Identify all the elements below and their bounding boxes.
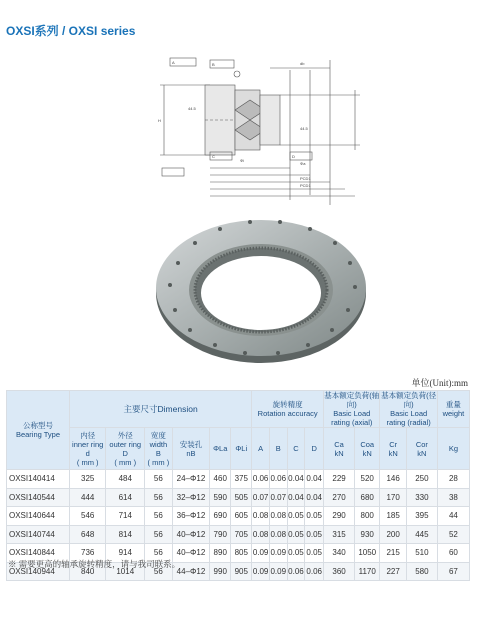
col-ca: Ca kN [324, 428, 355, 470]
table-cell: 340 [324, 544, 355, 563]
table-cell: 605 [231, 507, 252, 526]
table-cell: 60 [437, 544, 469, 563]
table-cell: 28 [437, 470, 469, 489]
col-coa: Coa kN [355, 428, 380, 470]
table-cell: 0.05 [305, 525, 324, 544]
table-cell: 800 [355, 507, 380, 526]
table-cell: 0.05 [287, 507, 305, 526]
table-cell: 67 [437, 562, 469, 581]
table-cell: 1014 [106, 562, 145, 581]
table-cell: 520 [355, 470, 380, 489]
table-cell: 460 [210, 470, 231, 489]
table-cell: 805 [231, 544, 252, 563]
table-cell: 790 [210, 525, 231, 544]
table-cell: 56 [145, 470, 173, 489]
header-model: 公称型号 Bearing Type [7, 391, 70, 470]
table-cell: 914 [106, 544, 145, 563]
table-cell: 56 [145, 544, 173, 563]
cross-section-drawing [150, 50, 372, 210]
table-cell: 484 [106, 470, 145, 489]
table-cell: 1170 [355, 562, 380, 581]
table-cell: 215 [380, 544, 407, 563]
table-cell: 0.05 [305, 507, 324, 526]
table-cell: 890 [210, 544, 231, 563]
table-cell: 0.08 [252, 525, 270, 544]
table-cell: 40–Φ12 [172, 544, 210, 563]
table-cell: 0.04 [287, 470, 305, 489]
table-cell: 736 [69, 544, 105, 563]
svg-text:C: C [212, 154, 215, 159]
table-cell: 0.08 [269, 525, 287, 544]
model-cell: OXSI140844 [7, 544, 70, 563]
table-cell: 0.06 [269, 470, 287, 489]
table-cell: 714 [106, 507, 145, 526]
spec-table [6, 390, 470, 581]
table-cell: 0.08 [269, 507, 287, 526]
svg-text:Φi: Φi [240, 158, 245, 163]
table-cell: 250 [406, 470, 437, 489]
page-title: OXSI系列 / OXSI series [6, 24, 136, 38]
table-cell: 44 [437, 507, 469, 526]
header-rotation: 旋转精度 Rotation accuracy [252, 391, 324, 428]
table-cell: 375 [231, 470, 252, 489]
footnote: ※ 需要更高的轴承旋转精度，请与我司联系。 [8, 559, 181, 569]
model-cell: OXSI140944 [7, 562, 70, 581]
unit-label: 单位(Unit):mm [411, 378, 468, 388]
table-row [7, 525, 470, 544]
svg-text:db: db [300, 61, 305, 66]
col-inner: 内径 inner ring d ( mm ) [69, 428, 105, 470]
table-cell: 580 [406, 562, 437, 581]
table-cell: 56 [145, 507, 173, 526]
model-cell: OXSI140744 [7, 525, 70, 544]
table-cell: 0.07 [269, 488, 287, 507]
table-cell: 56 [145, 525, 173, 544]
table-cell: 0.05 [287, 525, 305, 544]
table-cell: 0.04 [287, 488, 305, 507]
col-c: C [287, 428, 305, 470]
table-cell: 56 [145, 488, 173, 507]
svg-text:A: A [172, 60, 175, 65]
table-row [7, 470, 470, 489]
table-cell: 510 [406, 544, 437, 563]
table-cell: 24–Φ12 [172, 470, 210, 489]
table-cell: 445 [406, 525, 437, 544]
svg-text:44.5: 44.5 [188, 106, 196, 111]
svg-text:D: D [292, 154, 295, 159]
col-outer: 外径 outer ring D ( mm ) [106, 428, 145, 470]
table-cell: 270 [324, 488, 355, 507]
table-cell: 690 [210, 507, 231, 526]
table-cell: 56 [145, 562, 173, 581]
table-cell: 395 [406, 507, 437, 526]
table-cell: 44–Φ12 [172, 562, 210, 581]
col-holes: 安装孔 nB [172, 428, 210, 470]
table-cell: 505 [231, 488, 252, 507]
table-cell: 1050 [355, 544, 380, 563]
model-cell: OXSI140644 [7, 507, 70, 526]
table-cell: 590 [210, 488, 231, 507]
table-cell: 325 [69, 470, 105, 489]
col-d: D [305, 428, 324, 470]
col-width: 宽度 width B ( mm ) [145, 428, 173, 470]
col-b: B [269, 428, 287, 470]
table-cell: 0.09 [252, 562, 270, 581]
header-radial: 基本额定负荷(径向) Basic Load rating (radial) [381, 391, 437, 427]
table-cell: 546 [69, 507, 105, 526]
table-cell: 705 [231, 525, 252, 544]
table-cell: 185 [380, 507, 407, 526]
col-cor: Cor kN [406, 428, 437, 470]
table-cell: 905 [231, 562, 252, 581]
table-cell: 648 [69, 525, 105, 544]
table-cell: 146 [380, 470, 407, 489]
table-cell: 0.08 [252, 507, 270, 526]
header-axial: 基本额定负荷(轴向) Basic Load rating (axial) [324, 391, 380, 427]
table-cell: 32–Φ12 [172, 488, 210, 507]
table-cell: 814 [106, 525, 145, 544]
model-cell: OXSI140414 [7, 470, 70, 489]
table-cell: 0.04 [305, 488, 324, 507]
table-cell: 680 [355, 488, 380, 507]
svg-text:Φa: Φa [300, 161, 306, 166]
table-cell: 290 [324, 507, 355, 526]
table-cell: 930 [355, 525, 380, 544]
header-weight: 重量 weight [437, 391, 469, 428]
table-cell: 38 [437, 488, 469, 507]
col-a: A [252, 428, 270, 470]
col-li: ΦLi [231, 428, 252, 470]
table-cell: 330 [406, 488, 437, 507]
bearing-image [150, 205, 372, 375]
table-cell: 0.05 [287, 544, 305, 563]
table-cell: 0.06 [252, 470, 270, 489]
table-cell: 0.09 [269, 562, 287, 581]
svg-text:PCD1: PCD1 [300, 183, 311, 188]
table-cell: 52 [437, 525, 469, 544]
table-cell: 170 [380, 488, 407, 507]
table-cell: 614 [106, 488, 145, 507]
table-cell: 0.09 [252, 544, 270, 563]
table-cell: 0.06 [287, 562, 305, 581]
table-cell: 40–Φ12 [172, 525, 210, 544]
svg-text:B: B [212, 62, 215, 67]
table-cell: 360 [324, 562, 355, 581]
table-cell: 990 [210, 562, 231, 581]
col-la: ΦLa [210, 428, 231, 470]
col-kg: Kg [437, 428, 469, 470]
table-cell: 0.06 [305, 562, 324, 581]
table-cell: 0.07 [252, 488, 270, 507]
table-cell: 200 [380, 525, 407, 544]
col-cr: Cr kN [380, 428, 407, 470]
table-cell: 0.04 [305, 470, 324, 489]
svg-text:H: H [158, 118, 161, 123]
table-cell: 229 [324, 470, 355, 489]
table-cell: 444 [69, 488, 105, 507]
table-cell: 0.09 [269, 544, 287, 563]
table-row [7, 507, 470, 526]
table-cell: 36–Φ12 [172, 507, 210, 526]
table-row [7, 488, 470, 507]
svg-text:44.5: 44.5 [300, 126, 308, 131]
table-cell: 227 [380, 562, 407, 581]
table-cell: 840 [69, 562, 105, 581]
table-cell: 315 [324, 525, 355, 544]
model-cell: OXSI140544 [7, 488, 70, 507]
svg-text:PCD1: PCD1 [300, 176, 311, 181]
table-cell: 0.05 [305, 544, 324, 563]
header-dimension: 主要尺寸Dimension [69, 391, 251, 428]
